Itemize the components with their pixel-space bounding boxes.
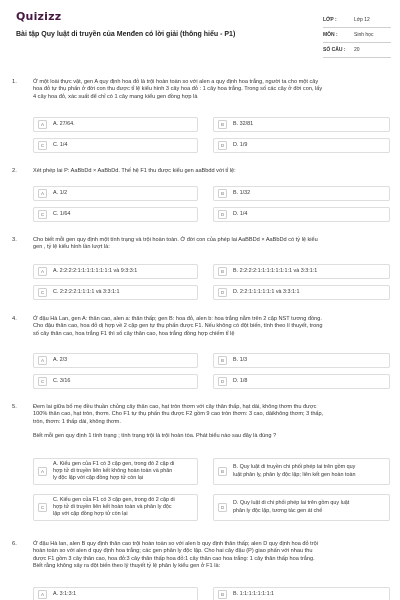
option-a[interactable]: A A. 2/3	[33, 353, 198, 368]
option-b[interactable]: B B. 32/81	[213, 117, 390, 132]
question-number: 5.	[12, 404, 17, 410]
option-b[interactable]: B B. Quy luật di truyền chi phối phép lai trên gồm quy luật phân ly, phân ly độc lập; liên kết gen hoàn toàn	[213, 458, 390, 485]
question-number: 1.	[12, 79, 17, 85]
option-letter: A	[38, 189, 47, 198]
option-letter: B	[218, 189, 227, 198]
worksheet-header	[0, 0, 400, 58]
option-c[interactable]: C C. 1/4	[33, 138, 198, 153]
option-letter: B	[218, 267, 227, 276]
question-number: 2.	[12, 168, 17, 174]
option-letter: C	[38, 141, 47, 150]
option-letter: C	[38, 377, 47, 386]
option-d[interactable]: D D. 1/4	[213, 207, 390, 222]
option-letter: B	[218, 467, 227, 476]
option-letter: A	[38, 267, 47, 276]
question-text: Đem lai giữa bố mẹ đều thuần chủng cây thân cao, hạt tròn thơm với cây thân thấp, hạt dài, không thơm thu được 100% thân cao, hạt tròn, thơm. Cho F1 tự thụ phấn thu được F2 gồm 9 cao tròn thơm: 3 cao, dàikhông thơm; 3 thấp, tròn, thơm: 1 thấp dài, không thơm. Biết mỗi gen quy định 1 tính trạng ; tính trạng trội là trội hoàn tòa. Phát biểu nào sau đây là đúng ?	[33, 404, 324, 439]
question-number: 3.	[12, 237, 17, 243]
option-letter: D	[218, 288, 227, 297]
option-c[interactable]: C C. 1/64	[33, 207, 198, 222]
option-d[interactable]: D D. 1/8	[213, 374, 390, 389]
option-letter: C	[38, 288, 47, 297]
option-a[interactable]: A A. 27/64.	[33, 117, 198, 132]
question-text: Ở đậu Hà Lan, gen A: thân cao, alen a: thân thấp; gen B: hoa đỏ, alen b: hoa trắng nằm trên 2 cặp NST tương đồng. Cho đậu thân cao, hoa đỏ dị hợp về 2 cặp gen tự thụ phấn được F1. Nếu không có đột biến, tính theo lí thuyết, trong số cây thân cao, hoa trắng F1 thì số cây thân cao, hoa trắng đồng hợp chiếm tỉ lệ	[33, 316, 323, 337]
option-b[interactable]: B B. 2:2:2:2:1:1:1:1:1:1:1:1 và 3:3:1:1	[213, 264, 390, 279]
option-a[interactable]: A A. 2:2:2:2:1:1:1:1:1:1:1:1 và 9:3:3:1	[33, 264, 198, 279]
option-letter: D	[218, 377, 227, 386]
question-number: 4.	[12, 316, 17, 322]
option-letter: C	[38, 210, 47, 219]
option-letter: B	[218, 590, 227, 599]
option-c[interactable]: C C. 3/16	[33, 374, 198, 389]
option-letter: C	[38, 503, 47, 512]
meta-subject: MÔN : Sinh học	[323, 28, 391, 43]
option-d[interactable]: D D. 1/9	[213, 138, 390, 153]
question-text: Cho biết mỗi gen quy định một tính trạng và trội hoàn toàn. Ở đời con của phép lai AaBBDd × AaBbDd có tỷ lệ kiểu gen , tỷ lệ kiểu hình lần lượt là:	[33, 237, 318, 251]
quizizz-logo: Quizizz	[16, 10, 62, 23]
meta-question-count: SỐ CÂU : 20	[323, 43, 391, 58]
option-a[interactable]: A A. 3:1:3:1	[33, 587, 198, 600]
option-letter: B	[218, 356, 227, 365]
question-number: 6.	[12, 541, 17, 547]
option-b[interactable]: B B. 1:1:1:1:1:1:1:1	[213, 587, 390, 600]
option-letter: A	[38, 356, 47, 365]
option-a[interactable]: A A. Kiểu gen của F1 có 3 cặp gen, trong đó 2 cặp di hợp tử di truyền liên kết không hoàn toàn và phân ly độc lập với cặp đồng hợp tử còn lại	[33, 458, 198, 485]
meta-class: LỚP : Lớp 12	[323, 13, 391, 28]
option-d[interactable]: D D. 2:2:1:1:1:1:1:1 và 3:3:1:1	[213, 285, 390, 300]
option-letter: A	[38, 467, 47, 476]
option-letter: D	[218, 210, 227, 219]
option-a[interactable]: A A. 1/2	[33, 186, 198, 201]
option-letter: A	[38, 590, 47, 599]
page-title: Bài tập Quy luật di truyền của Menđen có lời giải (thông hiểu - P1)	[16, 31, 236, 38]
question-text: Ở đậu Hà lan, alen B quy định thân cao trội hoàn toàn so với alen b quy định thân thấp; alen D quy định hoa đỏ trội hoàn toàn so với alen d quy định hoa trắng; các gen phân ly độc lập. Cho hai cây đậu (P) giao phấn với nhau thu được F1 gồm 3 cây thân cao, hoa đỏ:3 cây thân thấp hoa đỏ:1 cây thân cao hoa trắng: 1 cây thân thấp hoa trắng. Biết rằng không xảy ra đột biến theo lý thuyết tỷ lệ phân ly kiểu gen ở F1 là:	[33, 541, 318, 569]
worksheet-meta	[323, 13, 391, 58]
option-d[interactable]: D D. Quy luật di chi phối phép lai trên gồm quy luật phân ly độc lập, tương tác gen át chế	[213, 494, 390, 521]
question-text: Xét phép lai P: AaBbDd × AaBbDd. Thế hệ F1 thu được kiểu gen aaBbdd với tỉ lệ:	[33, 168, 236, 174]
option-letter: D	[218, 141, 227, 150]
option-c[interactable]: C C. 2:2:2:2:1:1:1:1 và 3:3:1:1	[33, 285, 198, 300]
option-letter: D	[218, 503, 227, 512]
question-text: Ở một loài thực vật, gen A quy định hoa đỏ là trội hoàn toàn so với alen a quy định hoa trắng, người ta cho một cây hoa đỏ tự thụ phấn ở đời con thu được tỉ lệ kiểu hình 3 cây hoa đỏ : 1 cây hoa trắng. Trong số các cây ở đời con, lấy 4 cây hoa đỏ, xác suất để chỉ có 1 cây mang kiểu gen đồng hợp là	[33, 79, 323, 100]
option-c[interactable]: C C. Kiểu gen của F1 có 3 cặp gen, trong đó 2 cặp di hợp tử di truyền liên kết hoàn toàn và phân ly độc lập với cặp đồng hợp tử còn lại	[33, 494, 198, 521]
option-b[interactable]: B B. 1/32	[213, 186, 390, 201]
option-letter: A	[38, 120, 47, 129]
option-b[interactable]: B B. 1/3	[213, 353, 390, 368]
option-letter: B	[218, 120, 227, 129]
